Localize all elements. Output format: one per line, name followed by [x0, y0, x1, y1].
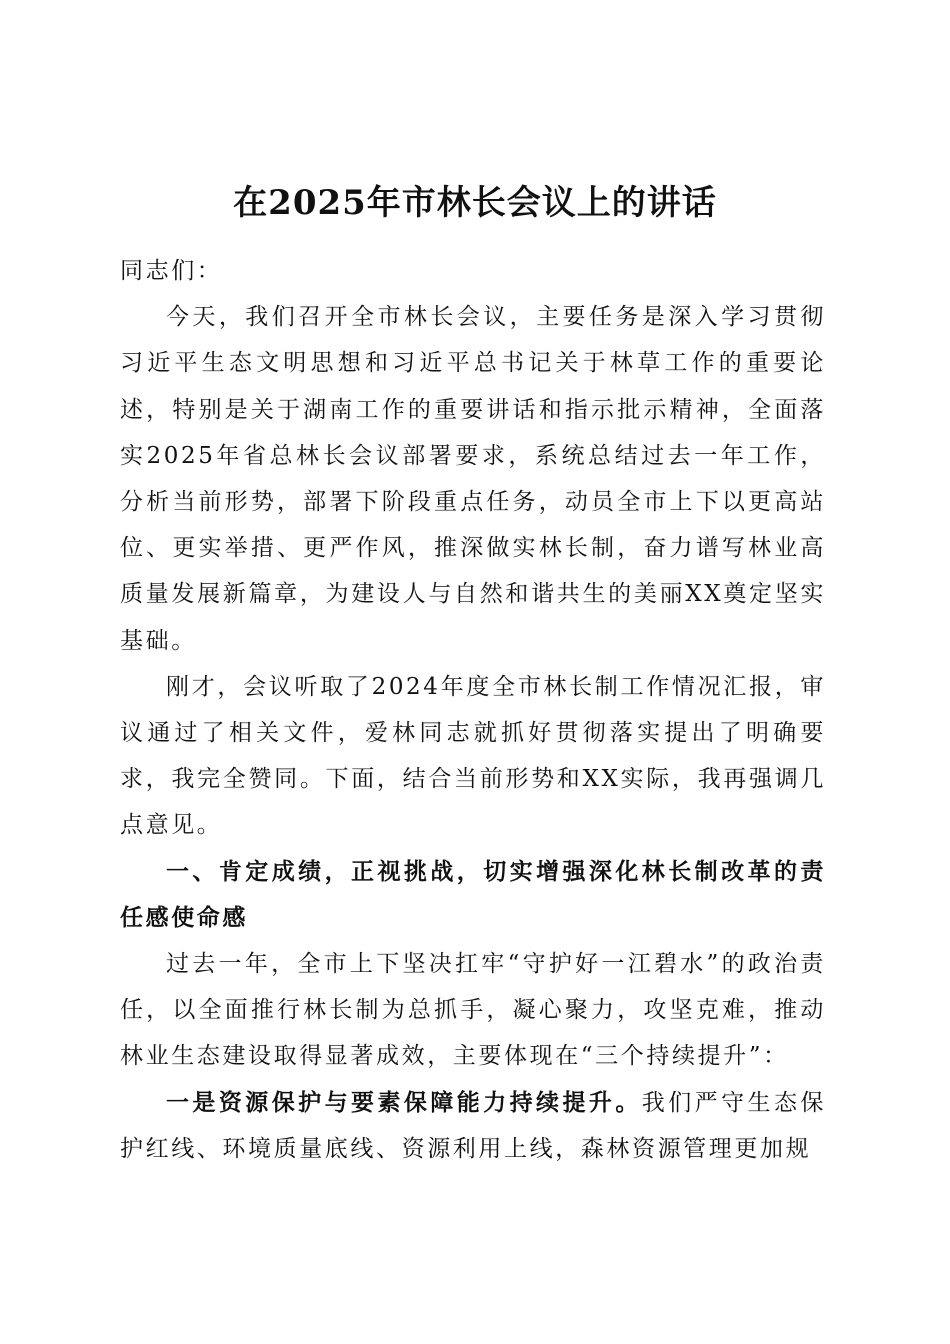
document-body — [120, 248, 826, 1172]
salutation: 同志们： — [120, 258, 223, 284]
section-heading-1: 一、肯定成绩，正视挑战，切实增强深化林长制改革的责任感使命感 — [120, 858, 826, 931]
paragraph-lead-text: 我们严守生态保护红线、环境质量底线、资源利用上线，森林资源管理更加规 — [120, 1089, 826, 1162]
paragraph-resource-protection — [120, 1080, 826, 1172]
paragraph-past-year: 过去一年，全市上下坚决扛牢“守护好一江碧水”的政治责任，以全面推行林长制为总抓手，凝心聚力，攻坚克难，推动林业生态建设取得显著成效，主要体现在“三个持续提升”： — [120, 951, 826, 1070]
paragraph-lead-bold: 一是资源保护与要素保障能力持续提升。 — [166, 1088, 642, 1116]
paragraph-meeting-review: 刚才，会议听取了2024年度全市林长制工作情况汇报，审议通过了相关文件，爱林同志就抓好贯彻落实提出了明确要求，我完全赞同。下面，结合当前形势和XX实际，我再强调几点意见。 — [120, 673, 826, 839]
paragraph-opening: 今天，我们召开全市林长会议，主要任务是深入学习贯彻习近平生态文明思想和习近平总书记关于林草工作的重要论述，特别是关于湖南工作的重要讲话和指示批示精神，全面落实2025年省总林长会议部署要求，系统总结过去一年工作，分析当前形势，部署下阶段重点任务，动员全市上下以更高站位、更实举措、更严作风，推深做实林长制，奋力谱写林业高质量发展新篇章，为建设人与自然和谐共生的美丽XX奠定坚实基础。 — [120, 304, 826, 654]
document-title: 在2025年市林长会议上的讲话 — [233, 183, 717, 223]
